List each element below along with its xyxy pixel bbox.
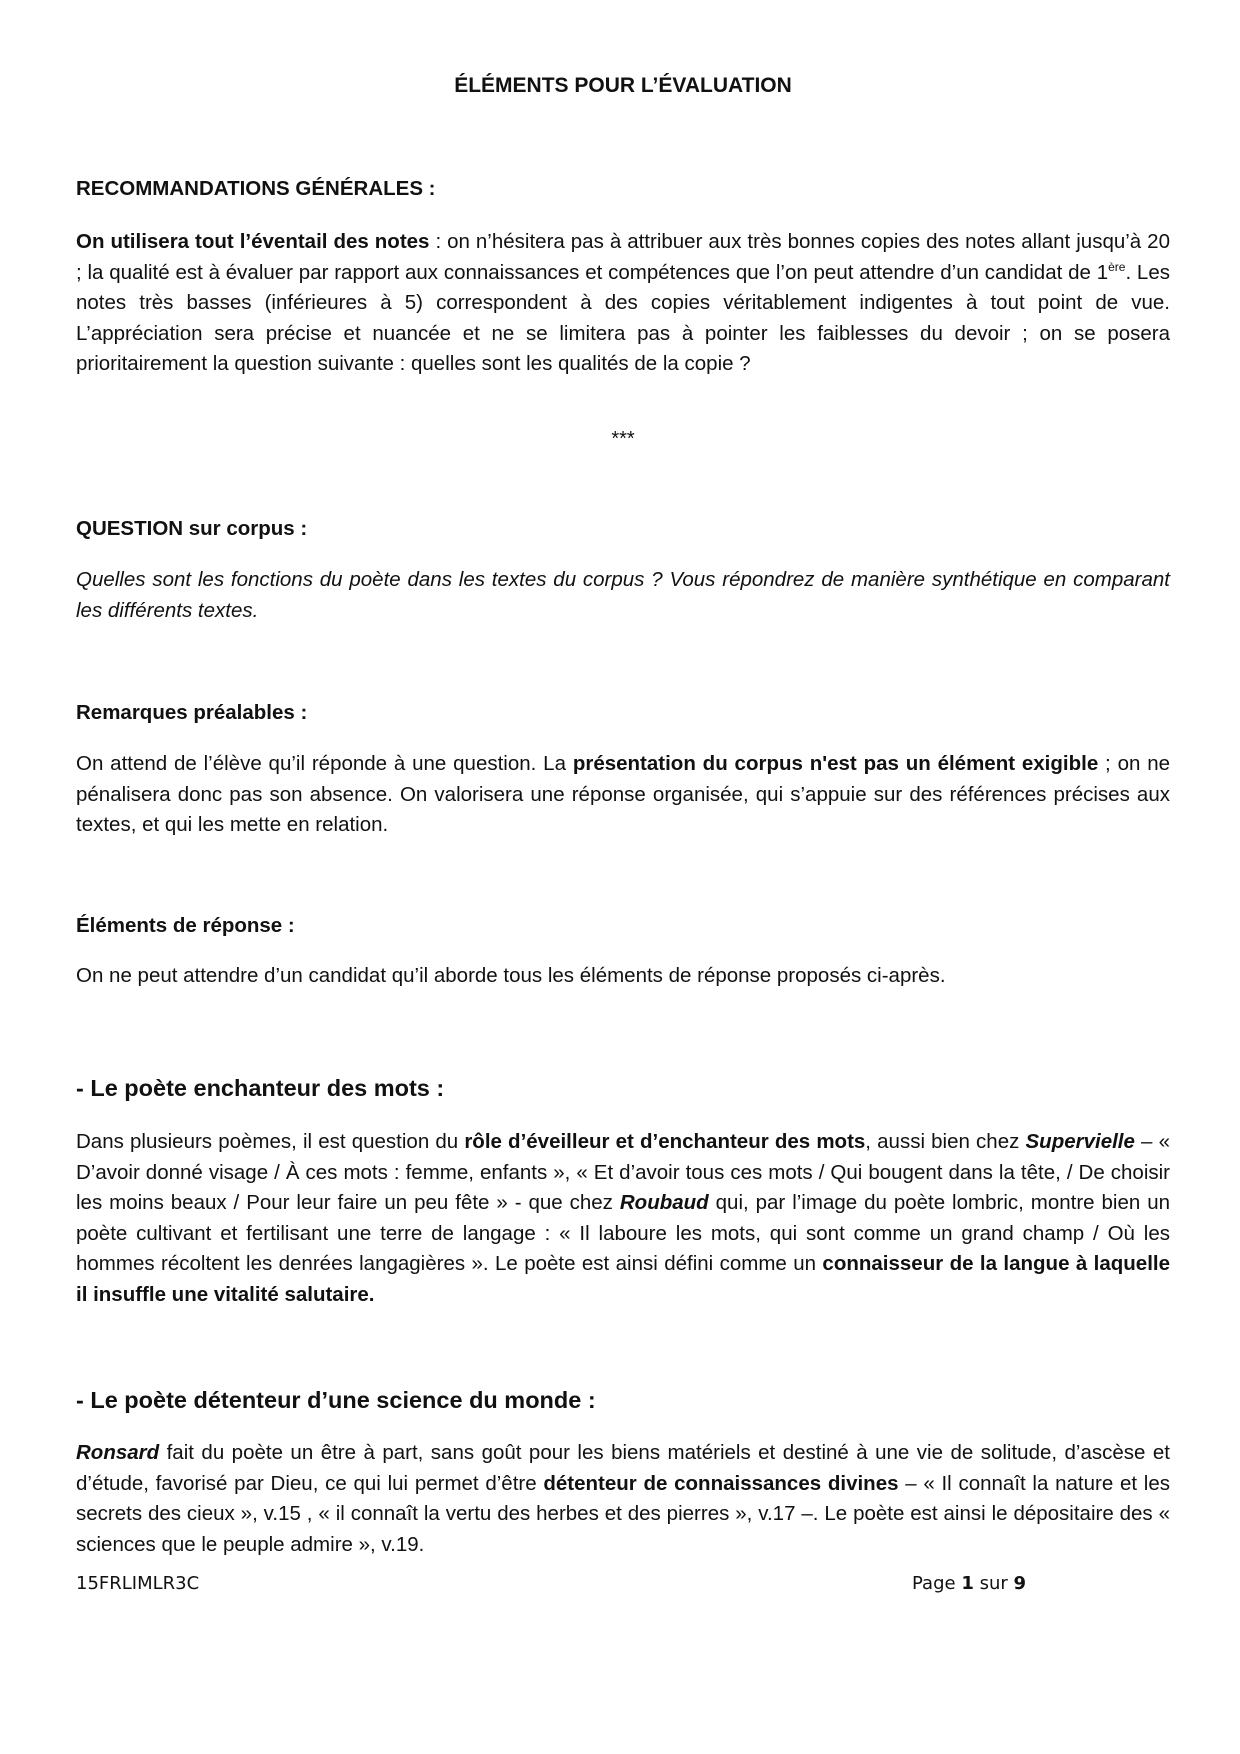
section1-text-1: Dans plusieurs poèmes, il est question du [76,1130,465,1153]
section1-text-3: – « D’avoir donné visage / À ces mots : femme, enfants », « Et d’avoir tous ces mots / Qui bougent dans la tête, / De choisir les moins beaux / Pour leur faire un peu fête » - que chez [76,1130,1170,1214]
general-text-2: . Les notes très basses (inférieures à 5) correspondent à des copies véritablement indigentes à tout point de vue. L’appréciation sera précise et nuancée et ne se limitera pas à pointer les faiblesses du devoir ; on se posera prioritairement la question suivante : quelles sont les qualités de la copie ? [76,260,1170,375]
general-sup: ère [1108,259,1126,274]
remarks-bold: présentation du corpus n'est pas un élément exigible [572,752,1099,775]
section2-text-2: – « Il connaît la nature et les secrets des cieux », v.15 , « il connaît la vertu des herbes et des pierres », v.17 –. Le poète est ainsi le dépositaire des « sciences que le peuple admire », v.19. [76,1471,1170,1556]
author-roubaud: Roubaud [619,1191,709,1214]
elements-text: On ne peut attendre d’un candidat qu’il aborde tous les éléments de réponse proposés ci-après. [76,964,946,987]
question-italic: Quelles sont les fonctions du poète dans les textes du corpus ? Vous répondrez de manière synthétique en comparant les différents textes. [76,568,1170,622]
author-ronsard: Ronsard [76,1441,160,1464]
section1-text-2: , aussi bien chez [865,1130,1026,1153]
section2-heading: - Le poète détenteur d’une science du monde : [76,1387,596,1413]
author-supervielle: Supervielle [1025,1130,1135,1153]
general-lead: On utilisera tout l’éventail des notes [76,230,430,253]
footer-page-total: 9 [1013,1573,1027,1594]
section1-bold-2: connaisseur de la langue à laquelle il insuffle une vitalité salutaire. [76,1252,1170,1306]
question-heading: QUESTION sur corpus : [76,517,308,540]
footer-code: 15FRLIMLR3C [76,1573,200,1594]
footer-page-mid: sur [973,1573,1014,1594]
remarks-heading: Remarques préalables : [76,701,308,724]
separator: *** [611,428,635,450]
footer-page-prefix: Page [912,1573,962,1594]
remarks-text-2: ; on ne pénalisera donc pas son absence. On valorisera une réponse organisée, qui s’appuie sur des références précises aux textes, et qui les mette en relation. [76,752,1170,836]
general-paragraph [76,227,1170,380]
general-text-1: : on n’hésitera pas à attribuer aux très bonnes copies des notes allant jusqu’à 20 ; la qualité est à évaluer par rapport aux connaissances et compétences que l’on peut attendre d’un candidat de 1 [76,230,1170,284]
section1-bold-1: rôle d’éveilleur et d’enchanteur des mots [464,1130,866,1153]
section2-text-1: fait du poète un être à part, sans goût pour les biens matériels et destiné à une vie de solitude, d’ascèse et d’étude, favorisé par Dieu, ce qui lui permet d’être [76,1441,1170,1495]
section1-text-4: qui, par l’image du poète lombric, montre bien un poète cultivant et fertilisant une terre de langage : « Il laboure les mots, qui sont comme un grand champ / Où les hommes récoltent les denrées langagières ». Le poète est ainsi défini comme un [76,1191,1170,1275]
footer-page-number [912,1573,1026,1594]
section2-bold-1: détenteur de connaissances divines [543,1471,899,1495]
question-text [76,565,1170,626]
footer-page-current: 1 [961,1573,974,1594]
section2-paragraph [76,1438,1170,1560]
section1-heading: - Le poète enchanteur des mots : [76,1075,445,1101]
remarks-text-1: On attend de l’élève qu’il réponde à une question. La [76,752,573,775]
remarks-paragraph [76,749,1170,841]
section1-paragraph [76,1127,1170,1310]
elements-heading: Éléments de réponse : [76,914,295,937]
general-heading: RECOMMANDATIONS GÉNÉRALES : [76,177,436,200]
page-title: ÉLÉMENTS POUR L’ÉVALUATION [454,74,792,97]
